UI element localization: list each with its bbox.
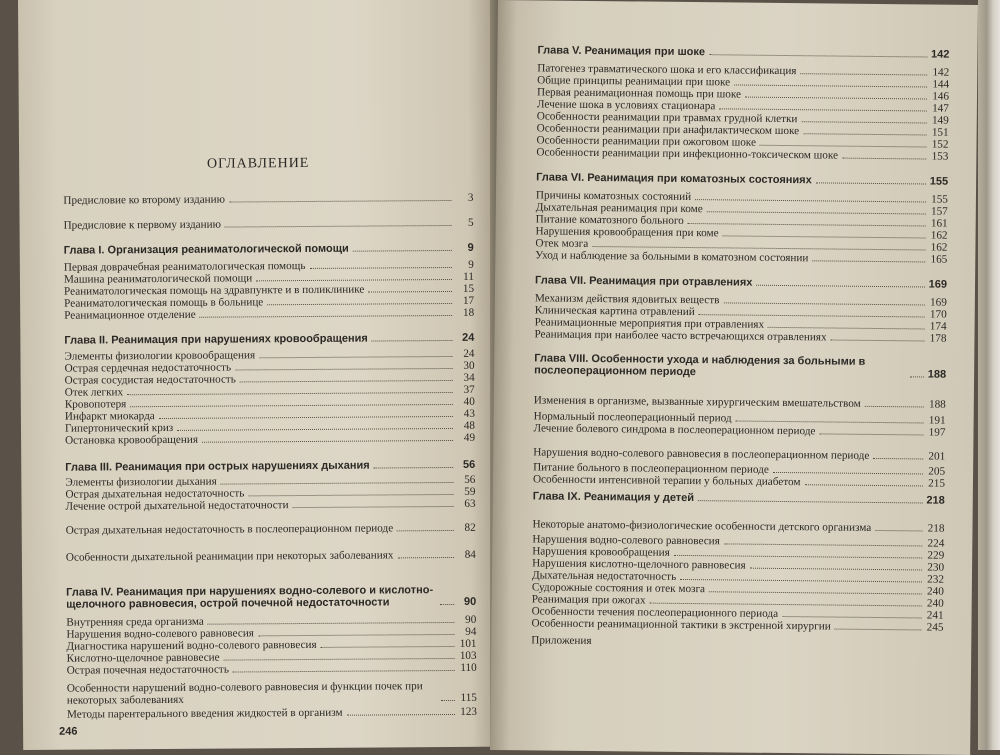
toc-entry [63,192,473,207]
dot-leader [127,392,453,395]
toc-title: ОГЛАВЛЕНИЕ [19,155,497,174]
toc-entry [531,634,943,650]
dot-leader [200,315,453,318]
dot-leader [750,568,922,571]
dot-leader [353,250,452,252]
dot-leader [368,291,452,293]
toc-page-number: 30 [457,360,475,372]
left-page [18,0,501,750]
toc-entry-title: Кислотно-щелочное равновесие [67,652,220,665]
toc-entry-title: Первая доврачебная реаниматологическая помощь [64,260,306,274]
toc-entry-title: Клиническая картина отравлений [535,304,695,318]
dot-leader [233,670,455,673]
dot-leader [688,223,926,226]
dot-leader [745,97,927,100]
toc-entry [67,680,477,707]
toc-entry-title: Реаниматологическая помощь в больнице [64,296,263,309]
dot-leader [347,714,455,716]
toc-entry-title: Общие принципы реанимации при шоке [537,74,730,88]
toc-entry [532,506,944,534]
toc-page-number: 153 [930,151,948,163]
toc-entry [66,510,476,537]
toc-page-number: 84 [458,549,476,561]
toc-entry-title: Судорожные состояния и отек мозга [532,581,705,595]
toc-page-number: 240 [926,586,944,598]
toc-entry-title: Кровопотеря [65,398,127,410]
toc-page-number: 161 [930,218,948,230]
dot-leader [248,494,453,496]
toc-entry-title: Нарушения кислотно-щелочного равновесия [532,557,746,571]
dot-leader [723,235,926,238]
dot-leader [835,629,922,631]
page-edge [978,0,1000,750]
toc-entry-title: Дыхательная реанимация при коме [536,201,703,215]
toc-entry-title: Глава VII. Реанимация при отравлениях [535,274,752,288]
toc-page-number: 162 [929,230,947,242]
dot-leader [782,616,922,618]
toc-page-number: 90 [458,614,476,626]
toc-entry-title: Особенности реанимации при травмах грудной клетки [537,110,798,125]
toc-page-number: 188 [928,369,946,381]
toc-entry [64,217,474,232]
toc-entry [66,537,476,564]
toc-page-number: 155 [930,176,948,188]
toc-page-number: 24 [456,332,474,344]
toc-page-number: 123 [459,706,477,718]
dot-leader [229,200,451,203]
toc-page-number: 170 [929,309,947,321]
toc-entry-title: Реанимационные мероприятия при отравлениях [535,316,765,330]
toc-page-number: 115 [459,692,477,704]
dot-leader [440,604,454,605]
toc-entry-title: Глава V. Реанимация при шоке [537,44,705,58]
dot-leader [707,211,926,214]
dot-leader [309,267,451,269]
toc-entry [67,662,477,677]
toc-chapter-heading [65,459,475,474]
dot-leader [842,158,926,160]
dot-leader [709,54,927,57]
toc-page-number: 43 [457,408,475,420]
toc-entry-title: Нарушения водно-солевого равновесия в послеоперационном периоде [533,446,869,462]
toc-entry-title: Глава IV. Реанимация при нарушениях водно-солевого и кислотно-щелочного равновесия, острой почечной недостаточности [66,584,436,611]
dot-leader [267,303,452,305]
toc-entry-title: Диагностика нарушений водно-солевого равновесия [66,639,316,653]
dot-leader [734,84,927,87]
toc-entry-title: Особенности реанимации при анафилактическом шоке [537,122,800,137]
toc-page-number: 147 [931,103,949,115]
dot-leader [803,133,926,135]
toc-entry-title: Элементы физиологии кровообращения [64,349,255,362]
dot-leader [441,700,455,701]
dot-leader [699,314,925,317]
toc-chapter-heading [534,352,946,380]
dot-leader [756,285,924,288]
dot-leader [208,622,455,625]
toc-entry-title: Нарушения кровообращения при коме [536,225,719,239]
toc-page-number: 15 [456,283,474,295]
toc-entry-title: Лечение болевого синдрома в послеоперационном периоде [533,422,815,437]
toc-entry-title: Лечение острой дыхательной недостаточности [65,499,288,513]
dot-leader [372,340,453,342]
toc-page-number: 90 [458,596,476,608]
dot-leader [804,484,922,486]
toc-entry-title: Уход и наблюдение за больными в коматозном состоянии [535,249,808,264]
toc-entry-title: Острая сердечная недостаточность [65,362,232,375]
toc-page-number: 34 [457,372,475,384]
toc-entry-title: Особенности реанимации при инфекционно-токсическом шоке [536,146,838,161]
toc-entry-title: Реанимационное отделение [64,309,196,322]
dot-leader [695,199,926,202]
toc-entry-title: Нарушения водно-солевого равновесия [532,533,720,547]
toc-page-number: 40 [457,396,475,408]
dot-leader [177,428,453,431]
toc-page-number: 48 [457,420,475,432]
toc-entry-title: Остановка кровообращения [65,434,198,447]
toc-page-number: 205 [927,466,945,478]
toc-page-number: 56 [457,474,475,486]
toc-entry-title: Питание больного в послеоперационном периоде [533,461,769,475]
toc-page-number: 152 [930,139,948,151]
toc-page-number: 94 [458,626,476,638]
toc-page-number: 155 [930,194,948,206]
dot-leader [698,500,922,503]
toc-page-number: 24 [456,348,474,360]
dot-leader [723,302,924,305]
dot-leader [865,406,924,408]
toc-entry-title: Дыхательная недостаточность [532,569,676,583]
toc-entry-title: Особенности реанимационной тактики в экстренной хирургии [531,617,830,632]
toc-chapter-heading [537,44,949,60]
toc-entry [65,432,475,447]
toc-entry-title: Машина реаниматологической помощи [64,272,252,285]
dot-leader [801,121,926,123]
toc-entry-title: Острая дыхательная недостаточность в послеоперационном периоде [66,522,394,536]
toc-chapter-heading [64,242,474,257]
toc-entry [64,307,474,322]
toc-page-number: 215 [927,478,945,490]
toc-entry-title: Нормальный послеоперационный период [534,410,732,424]
toc-entry [534,382,946,410]
toc-entry-title: Глава VIII. Особенности ухода и наблюдения за больными в послеоперационном периоде [534,352,906,380]
toc-entry-title: Глава I. Организация реаниматологической помощи [64,243,349,257]
dot-leader [816,182,926,184]
toc-page-number: 232 [926,574,944,586]
dot-leader [159,416,453,419]
dot-leader [258,634,455,636]
toc-page-number: 11 [456,271,474,283]
toc-page-number: 218 [926,523,944,535]
toc-chapter-heading [66,572,476,611]
toc-entry-title: Глава III. Реанимация при острых нарушениях дыхания [65,460,369,474]
toc-page-number: 5 [456,217,474,229]
toc-page-number: 245 [925,622,943,634]
toc-page-number: 9 [456,259,474,271]
dot-leader [800,73,927,75]
toc-entry-title: Глава IX. Реанимация у детей [533,490,694,504]
toc-entry-title: Внутренняя среда организма [66,616,204,629]
toc-page-number: 230 [926,562,944,574]
toc-page-number: 142 [931,49,949,61]
dot-leader [225,225,452,228]
toc-page-number: 82 [458,522,476,534]
toc-chapter-heading [64,332,474,347]
toc-chapter-heading [536,171,948,187]
toc-entry-title: Особенности нарушений водно-солевого равновесия и функции почек при некоторых заболеваниях [67,680,437,707]
toc-entry-title: Нарушения кровообращения [532,545,670,558]
toc-page-number: 63 [457,498,475,510]
toc-entry-title: Питание коматозного больного [536,213,684,227]
toc-page-number: 103 [459,650,477,662]
toc-chapter-heading [535,274,947,290]
toc-entry-title: Механизм действия ядовитых веществ [535,292,720,306]
toc-entry-title: Особенности дыхательной реанимации при некоторых заболеваниях [66,549,394,563]
toc-page-number: 146 [931,91,949,103]
toc-page-number: 201 [927,451,945,463]
dot-leader [910,376,924,377]
toc-page-number: 37 [457,384,475,396]
dot-leader [709,591,922,594]
toc-page-number: 191 [928,415,946,427]
toc-page-number: 56 [457,459,475,471]
dot-leader [240,380,453,382]
toc-entry-title: Отек легких [65,386,123,398]
dot-leader [224,658,455,661]
toc-page-number: 224 [926,538,944,550]
right-toc-list [498,0,978,5]
toc-entry-title: Гипертонический криз [65,422,173,435]
toc-entry-title: Предисловие ко второму изданию [63,194,225,207]
toc-entry-title: Острая почечная недостаточность [67,664,229,677]
dot-leader [680,579,922,583]
page-number: 246 [59,726,77,738]
toc-entry-title: Глава II. Реанимация при нарушениях кровообращения [64,333,367,347]
toc-page-number: 162 [929,242,947,254]
toc-page-number: 59 [457,486,475,498]
toc-page-number: 151 [931,127,949,139]
dot-leader [397,530,454,531]
toc-entry-title: Методы парентерального введения жидкостей в организм [67,707,343,721]
dot-leader [130,404,453,407]
toc-page-number: 178 [928,333,946,345]
dot-leader [374,467,454,469]
dot-leader [819,433,923,435]
dot-leader [736,421,924,424]
dot-leader [812,260,925,262]
toc-page-number: 241 [926,610,944,622]
toc-entry [533,434,945,462]
toc-entry-title: Элементы физиологии дыхания [65,476,216,489]
toc-entry [67,706,477,721]
toc-entry-title: Реаниматологическая помощь на здравпункте и в поликлинике [64,284,364,298]
dot-leader [202,440,453,443]
toc-page-number: 165 [929,254,947,266]
toc-page-number: 149 [931,115,949,127]
dot-leader [259,356,452,358]
dot-leader [773,472,923,475]
dot-leader [760,145,927,148]
dot-leader [235,368,452,371]
toc-page-number: 110 [459,662,477,674]
toc-page-number: 101 [458,638,476,650]
toc-entry-title: Первая реанимационная помощь при шоке [537,86,741,100]
toc-entry-title: Патогенез травматического шока и его классификация [537,62,796,77]
dot-leader [221,482,454,485]
toc-page-number: 142 [931,67,949,79]
toc-entry-title: Острая сосудистая недостаточность [65,373,236,386]
dot-leader [595,644,921,647]
toc-entry-title: Острая дыхательная недостаточность [65,487,244,500]
toc-entry-title: Некоторые анатомо-физиологические особенности детского организма [532,518,871,534]
toc-entry-title: Особенности течения послеоперационного периода [532,605,779,620]
toc-page-number: 174 [929,321,947,333]
toc-entry-title: Реанимация при ожогах [532,593,646,606]
toc-entry-title: Инфаркт миокарда [65,410,155,423]
toc-page-number: 157 [930,206,948,218]
toc-entry-title: Предисловие к первому изданию [64,219,221,232]
dot-leader [293,506,454,508]
dot-leader [875,530,922,531]
toc-page-number: 9 [456,242,474,254]
dot-leader [724,543,922,546]
dot-leader [650,603,922,607]
toc-entry-title: Нарушения водно-солевого равновесия [66,627,254,640]
toc-page-number: 240 [926,598,944,610]
toc-page-number: 49 [457,432,475,444]
dot-leader [256,279,452,281]
right-page [490,0,978,755]
toc-page-number: 17 [456,295,474,307]
dot-leader [674,555,922,559]
toc-entry-title: Приложения [531,634,591,647]
toc-page-number: 18 [456,307,474,319]
toc-entry-title: Глава VI. Реанимация при коматозных состояниях [536,171,812,186]
toc-entry-title: Изменения в организме, вызванные хирургическим вмешательством [534,394,861,409]
dot-leader [873,458,923,460]
toc-entry-title: Особенности реанимации при ожоговом шоке [536,134,756,148]
toc-page-number: 144 [931,79,949,91]
toc-page-number: 197 [927,427,945,439]
toc-entry-title: Особенности интенсивной терапии у больных диабетом [533,473,801,488]
toc-page-number: 218 [926,495,944,507]
toc-entry-title: Причины коматозных состояний [536,189,691,203]
toc-page-number: 3 [455,192,473,204]
dot-leader [397,557,453,558]
toc-entry-title: Отек мозга [535,237,588,250]
dot-leader [831,340,925,342]
toc-chapter-heading [533,490,945,506]
toc-entry-title: Лечение шока в условиях стационара [537,98,716,112]
dot-leader [768,327,925,330]
toc-page-number: 169 [929,297,947,309]
toc-page-number: 188 [928,399,946,411]
toc-page-number: 169 [929,279,947,291]
dot-leader [321,646,455,648]
toc-page-number: 229 [926,550,944,562]
toc-entry-title: Реанимация при наиболее часто встречающихся отравлениях [534,328,826,343]
dot-leader [719,108,927,111]
